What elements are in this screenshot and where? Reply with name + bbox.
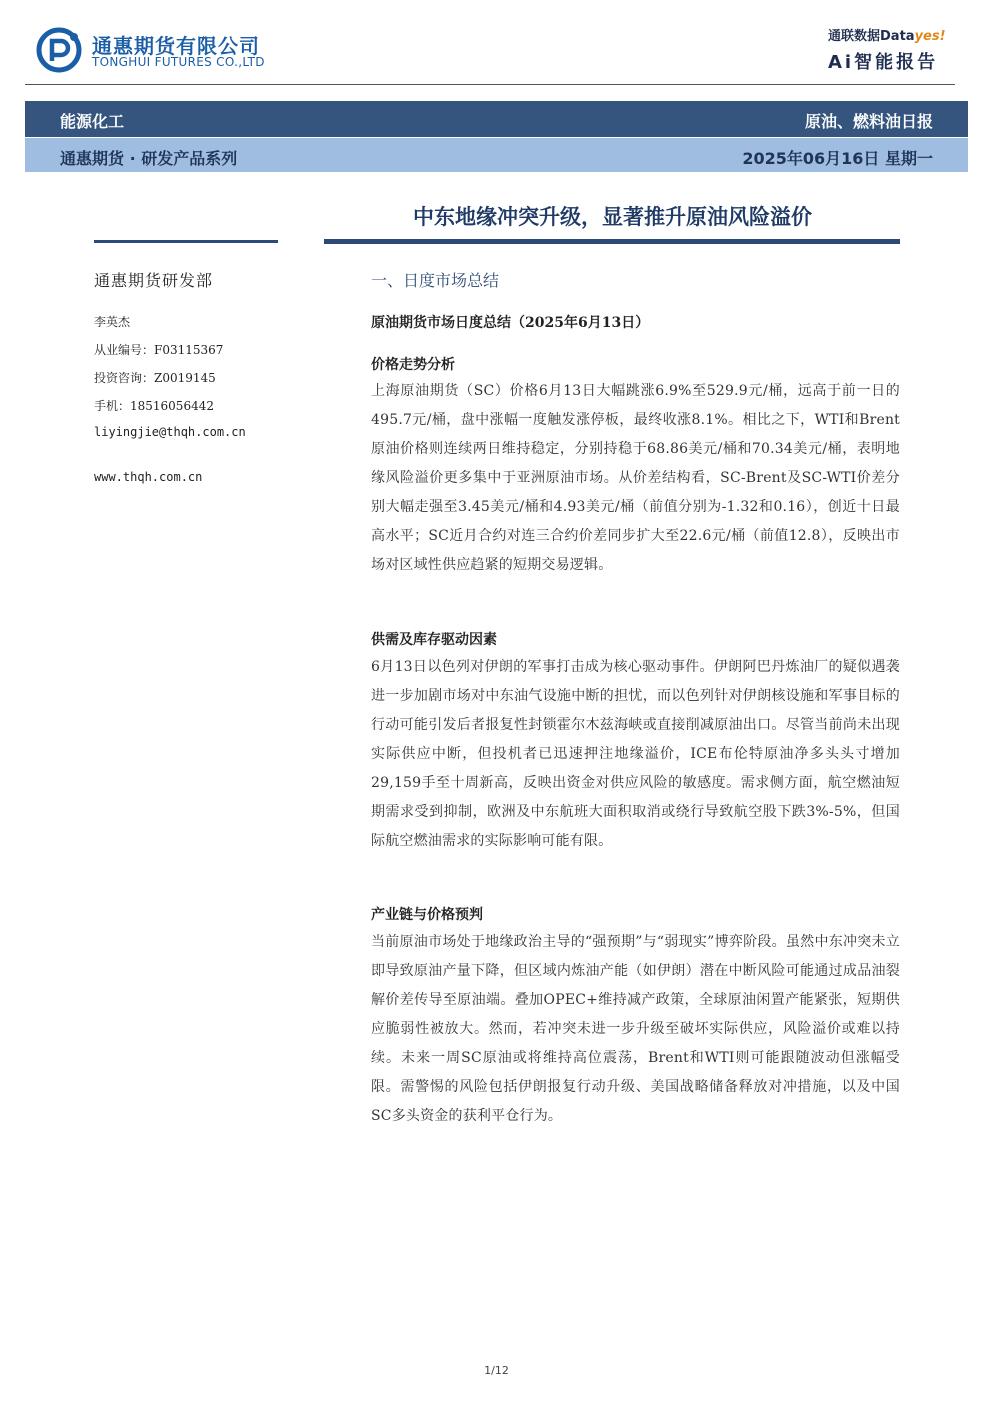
- series-label: 通惠期货 · 研发产品系列: [60, 149, 238, 168]
- sidebar-top-rule: [94, 240, 278, 243]
- industry-chain-heading: 产业链与价格预判: [371, 907, 483, 923]
- header-divider: [25, 84, 955, 85]
- price-analysis-text: 上海原油期货（SC）价格6月13日大幅跳涨6.9%至529.9元/桶，远高于前一日的495.7元/桶，盘中涨幅一度触发涨停板，最终收涨8.1%。相比之下，WTI和Brent原油价格则连续两日维持稳定，分别持稳于68.86美元/桶和70.34美元/桶，表明地缘风险溢价更多集中于亚洲原油市场。从价差结构看，SC-Brent及SC-WTI价差分别大幅走强至3.45美元/桶和4.93美元/桶（前值分别为-1.32和0.16），创近十日最高水平；SC近月合约对连三合约价差同步扩大至22.6元/桶（前值12.8），反映出市场对区域性供应趋紧的短期交易逻辑。: [371, 383, 900, 573]
- supply-demand-heading: 供需及库存驱动因素: [371, 632, 497, 648]
- company-name-cn: 通惠期货有限公司: [92, 34, 260, 58]
- datayes-prefix: 通联数据: [828, 29, 881, 44]
- datayes-brand-b: yes!: [914, 29, 946, 44]
- phone-number: 手机：18516056442: [94, 399, 214, 413]
- website-link[interactable]: www.thqh.com.cn: [94, 470, 203, 484]
- page-number: 1/12: [484, 1364, 509, 1377]
- email-address[interactable]: liyingjie@thqh.com.cn: [94, 425, 246, 439]
- analyst-name: 李英杰: [94, 315, 131, 329]
- summary-heading: 原油期货市场日度总结（2025年6月13日）: [371, 315, 650, 331]
- report-date: 2025年06月16日 星期一: [742, 149, 933, 168]
- tonghui-logo-icon: [36, 27, 82, 73]
- datayes-brand-a: Data: [880, 29, 915, 44]
- title-underline: [324, 239, 900, 244]
- company-name-en: TONGHUI FUTURES CO.,LTD: [92, 55, 265, 69]
- report-title: 中东地缘冲突升级，显著推升原油风险溢价: [413, 205, 812, 229]
- industry-chain-text: 当前原油市场处于地缘政治主导的“强预期”与“弱现实”博弈阶段。虽然中东冲突未立即导致原油产量下降，但区域内炼油产能（如伊朗）潜在中断风险可能通过成品油裂解价差传导至原油端。叠加OPEC+维持减产政策，全球原油闲置产能紧张，短期供应脆弱性被放大。然而，若冲突未进一步升级至破坏实际供应，风险溢价或难以持续。未来一周SC原油或将维持高位震荡，Brent和WTI则可能跟随波动但涨幅受限。需警惕的风险包括伊朗报复行动升级、美国战略储备释放对冲措施，以及中国SC多头资金的获利平仓行为。: [371, 934, 900, 1124]
- datayes-logo: [828, 25, 946, 44]
- section-heading: 一、日度市场总结: [371, 271, 500, 290]
- ai-report-label: Ai智能报告: [828, 52, 939, 73]
- price-analysis-heading: 价格走势分析: [371, 357, 455, 373]
- department-name: 通惠期货研发部: [94, 271, 214, 290]
- report-type-label: 原油、燃料油日报: [804, 112, 933, 131]
- sector-label: 能源化工: [60, 112, 125, 131]
- supply-demand-text: 6月13日以色列对伊朗的军事打击成为核心驱动事件。伊朗阿巴丹炼油厂的疑似遇袭进一步加剧市场对中东油气设施中断的担忧，而以色列针对伊朗核设施和军事目标的行动可能引发后者报复性封锁霍尔木兹海峡或直接削减原油出口。尽管当前尚未出现实际供应中断，但投机者已迅速押注地缘溢价，ICE布伦特原油净多头头寸增加29,159手至十周新高，反映出资金对供应风险的敏感度。需求侧方面，航空燃油短期需求受到抑制，欧洲及中东航班大面积取消或绕行导致航空股下跌3%-5%，但国际航空燃油需求的实际影响可能有限。: [371, 659, 900, 849]
- license-number: 从业编号：F03115367: [94, 343, 224, 357]
- advisory-number: 投资咨询：Z0019145: [94, 371, 216, 385]
